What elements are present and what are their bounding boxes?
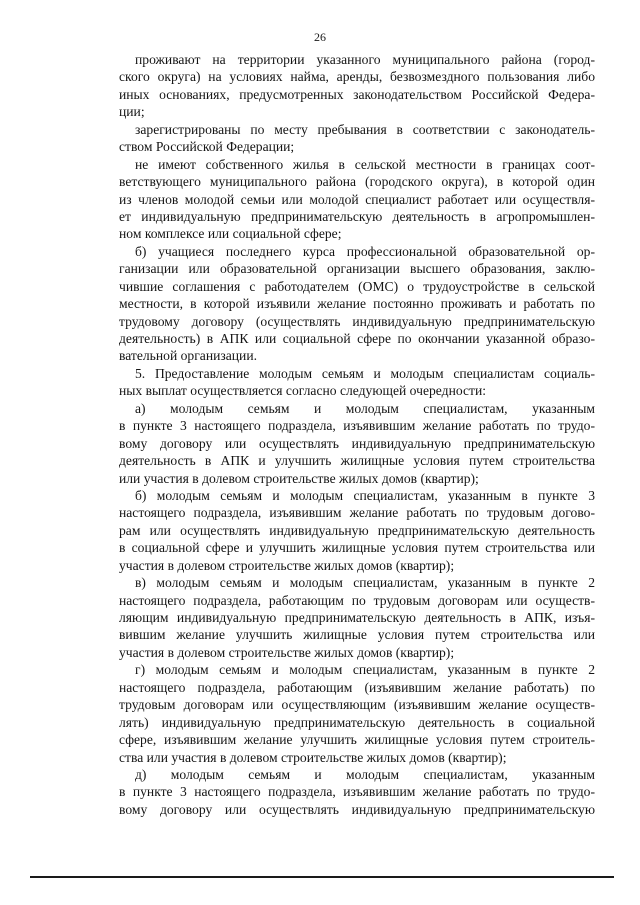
paragraph: [119, 574, 595, 661]
text-line: а) молодым семьям и молодым специалистам, указанным: [135, 400, 595, 416]
text-line: проживают на территории указанного муниципального района (город-: [135, 52, 595, 67]
text-line: ством Российской Федерации;: [119, 139, 295, 155]
text-line: трудовым договорам или осуществляющим (изъявившим желание осуществ-: [119, 697, 595, 713]
text-line: в) молодым семьям и молодым специалистам, указанным в пункте 2: [135, 575, 595, 591]
paragraph: [119, 487, 595, 574]
text-line: деятельность) в АПК или социальной сфере по окончании указанной образо-: [119, 331, 595, 346]
text-line: ции;: [119, 104, 145, 120]
text-line: б) молодым семьям и молодым специалистам, указанным в пункте 3: [135, 487, 595, 503]
text-line: не имеют собственного жилья в сельской местности в границах соот-: [135, 156, 595, 172]
text-line: ства или участия в долевом строительстве жилых домов (квартир);: [119, 749, 507, 765]
text-line: г) молодым семьям и молодым специалистам, указанным в пункте 2: [135, 662, 595, 678]
text-line: вательной организации.: [119, 348, 258, 364]
text-line: рам или осуществлять индивидуальную предпринимательскую деятельность: [119, 522, 595, 538]
paragraph: [119, 243, 595, 365]
paragraph: [119, 661, 595, 766]
text-line: лять) индивидуальную предпринимательскую деятельность в социальной: [119, 714, 595, 730]
text-line: ветствующего муниципального района (городского округа), в которой один: [119, 174, 595, 190]
text-line: настоящего подраздела, работающим (изъявившим желание работать) по: [119, 679, 595, 695]
text-line: ных выплат осуществляется согласно следующей очередности:: [119, 383, 487, 399]
text-line: ганизации или образовательной организации высшего образования, заклю-: [119, 261, 595, 277]
text-line: зарегистрированы по месту пребывания в соответствии с законодатель-: [135, 121, 595, 137]
text-line: из членов молодой семьи или молодой специалист работает или осуществля-: [119, 191, 595, 207]
text-line: ляющим индивидуальную предпринимательскую деятельность в АПК, изъя-: [119, 610, 595, 625]
text-line: сфере, изъявившим желание улучшить жилищные условия путем строитель-: [119, 732, 595, 748]
text-line: иных основаниях, предусмотренных законодательством Российской Федера-: [119, 86, 595, 102]
bottom-rule: [30, 876, 614, 878]
text-line: местности, в которой изъявили желание постоянно проживать и работать по: [119, 296, 595, 312]
paragraph: [119, 51, 595, 121]
text-line: в пункте 3 настоящего подраздела, изъявившим желание работать по трудо-: [119, 418, 595, 434]
text-line: трудовому договору (осуществлять индивидуальную предпринимательскую: [119, 313, 595, 329]
text-line: деятельность в АПК и улучшить жилищные условия путем строительства: [119, 453, 595, 469]
text-line: б) учащиеся последнего курса профессиональной образовательной ор-: [135, 243, 595, 259]
document-body: [119, 51, 595, 818]
text-line: ет индивидуальную предпринимательскую деятельность в агропромышлен-: [119, 208, 595, 224]
text-line: вому договору или осуществлять индивидуальную предпринимательскую: [119, 435, 595, 451]
text-line: ном комплексе или социальной сфере;: [119, 226, 342, 242]
paragraph: [119, 156, 595, 243]
text-line: участия в долевом строительстве жилых домов (квартир);: [119, 557, 455, 573]
paragraph: [119, 121, 595, 156]
text-line: ского округа) на условиях найма, аренды, безвозмездного пользования либо: [119, 69, 595, 85]
paragraph: [119, 400, 595, 487]
text-line: вившим желание улучшить жилищные условия путем строительства или: [119, 627, 595, 643]
paragraph: [119, 365, 595, 400]
text-line: 5. Предоставление молодым семьям и молодым специалистам социаль-: [135, 365, 595, 381]
text-line: настоящего подраздела, изъявившим желание работать по трудовым догово-: [119, 505, 595, 521]
text-line: или участия в долевом строительстве жилых домов (квартир);: [119, 470, 479, 486]
text-line: участия в долевом строительстве жилых домов (квартир);: [119, 644, 455, 660]
text-line: в пункте 3 настоящего подраздела, изъявившим желание работать по трудо-: [119, 784, 595, 800]
text-line: вому договору или осуществлять индивидуальную предпринимательскую: [119, 801, 595, 817]
text-line: в социальной сфере и улучшить жилищные условия путем строительства или: [119, 540, 595, 556]
text-line: д) молодым семьям и молодым специалистам, указанным: [135, 766, 595, 782]
paragraph: [119, 766, 595, 818]
page-number: 26: [314, 30, 326, 44]
text-line: настоящего подраздела, работающим по трудовым договорам или осуществ-: [119, 592, 595, 608]
text-line: чившие соглашения с работодателем (ОМС) о трудоустройстве в сельской: [119, 278, 595, 294]
